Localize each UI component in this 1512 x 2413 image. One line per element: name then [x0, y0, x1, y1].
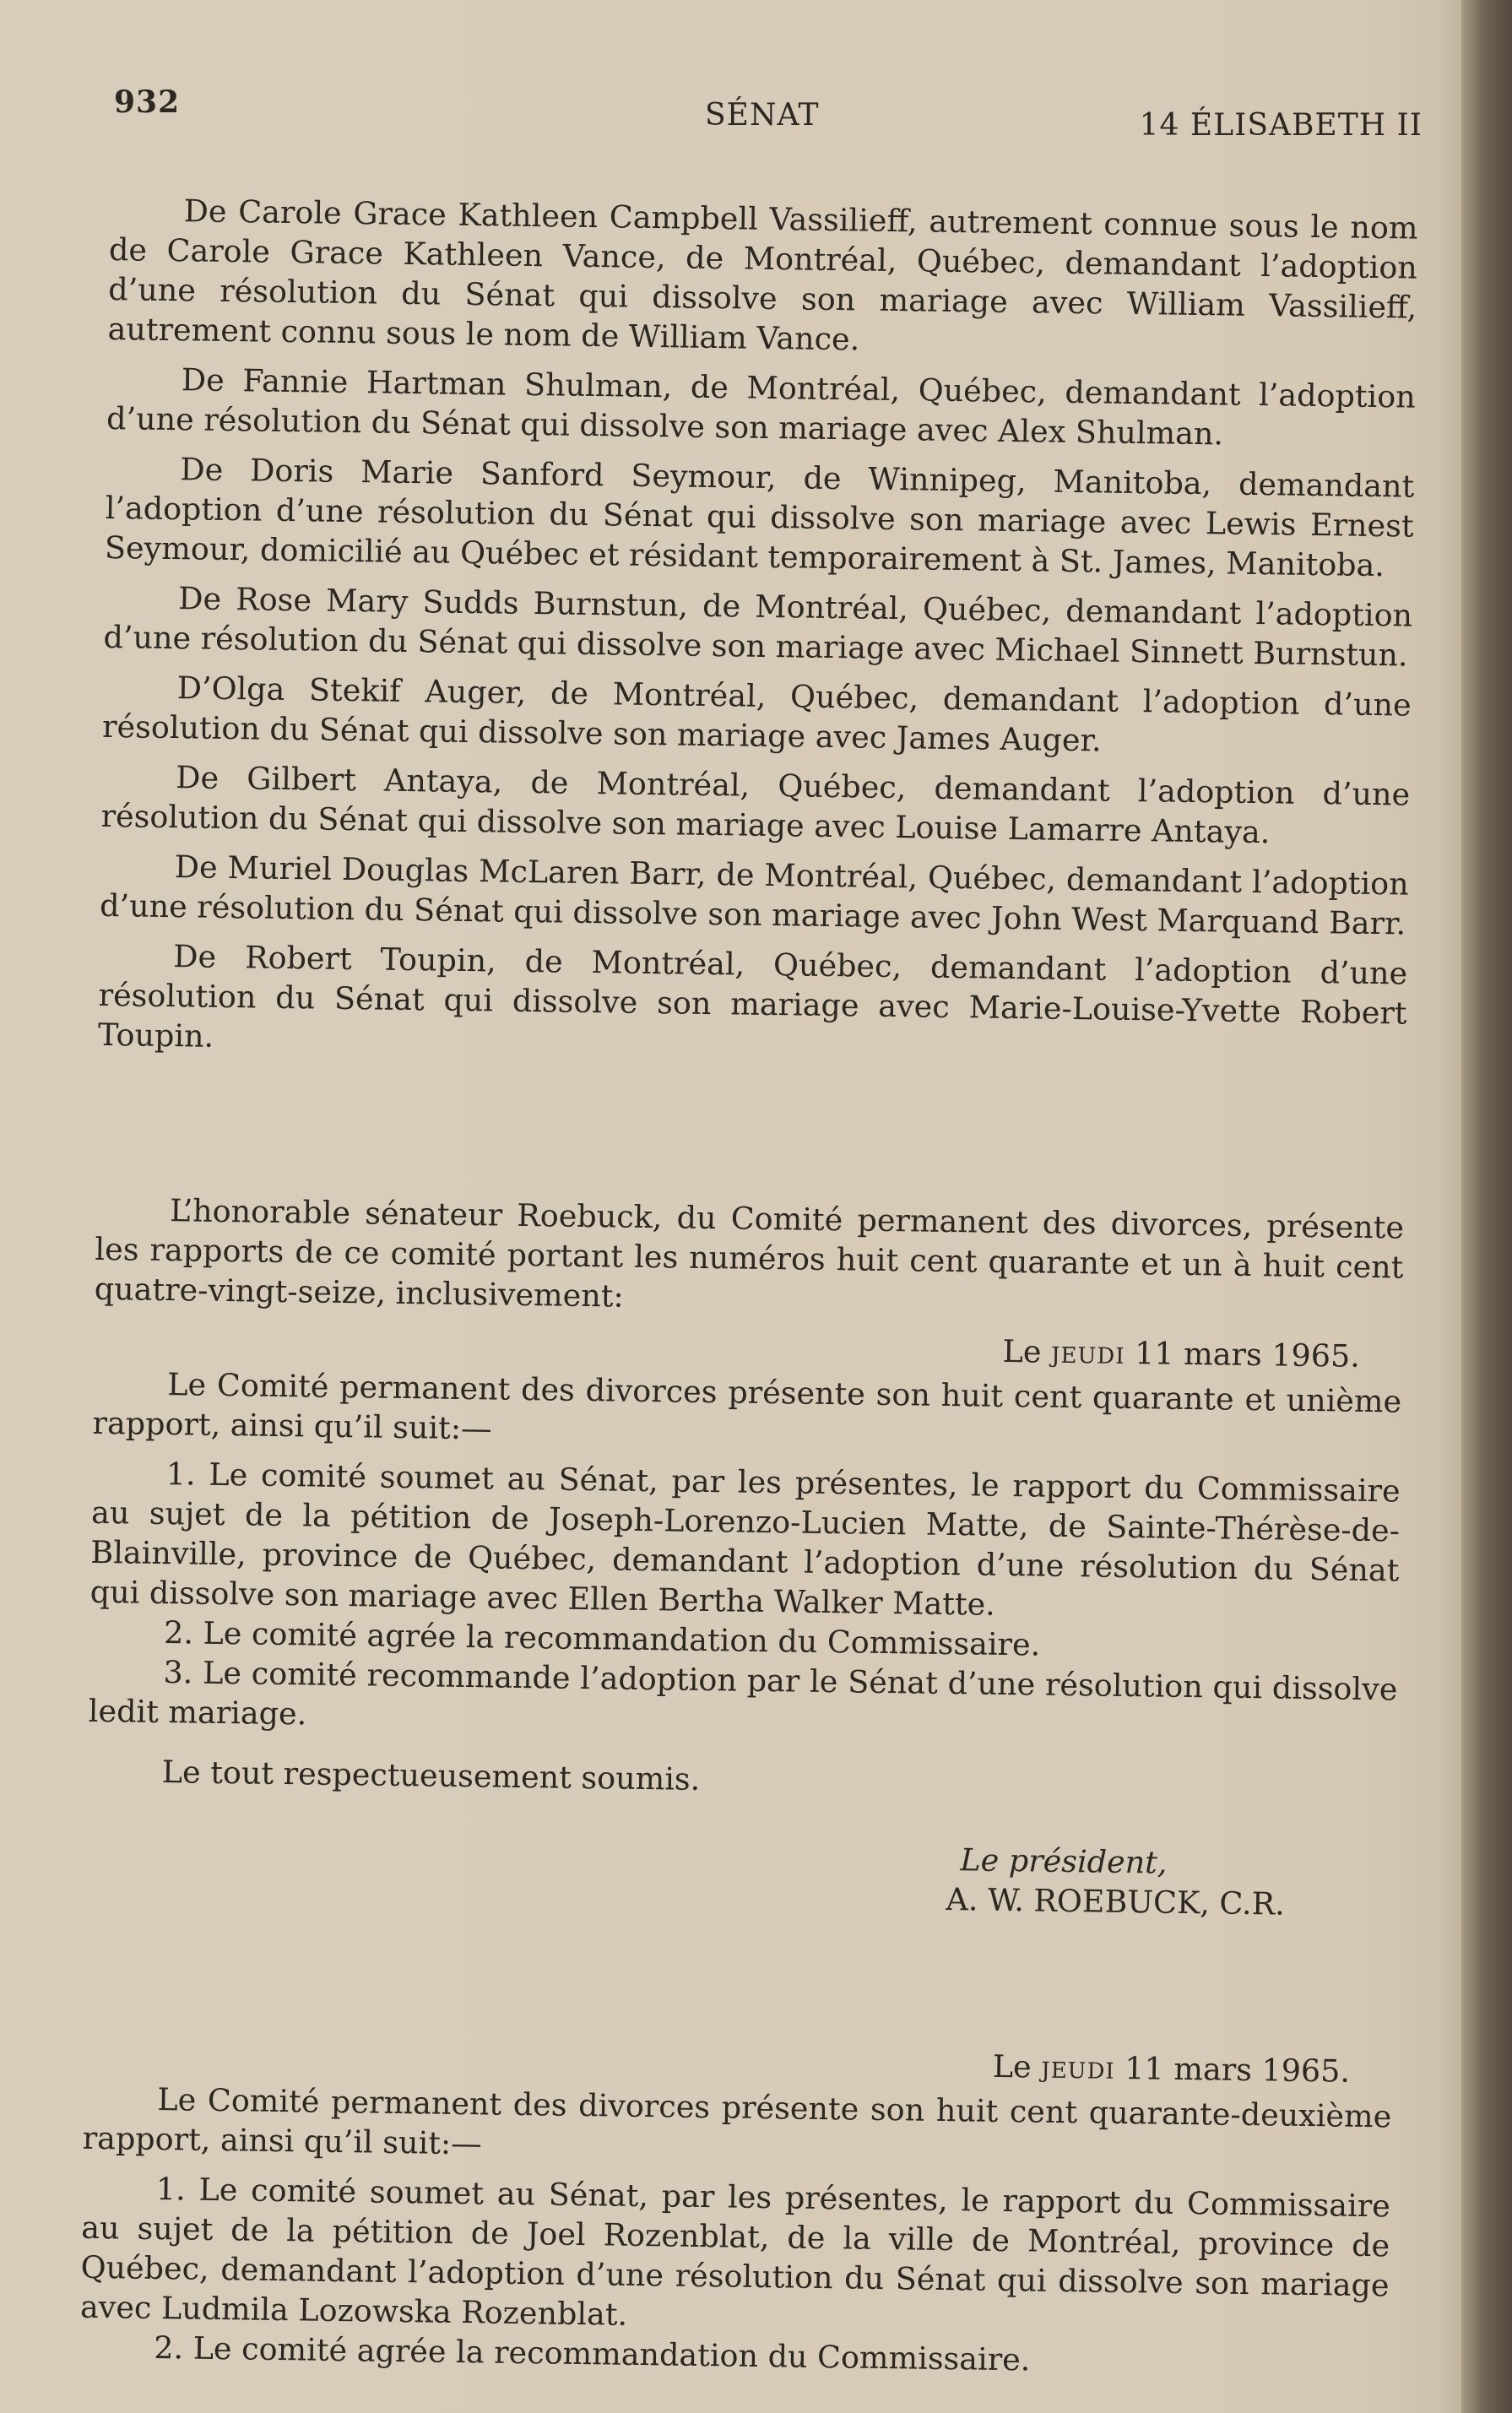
page-body [79, 190, 1418, 2384]
report1-item: 2. Le comité agrée la recommandation du Commissaire. [163, 1614, 1041, 1663]
date-prefix: Le [992, 2047, 1032, 2085]
signer-name: A. W. ROEBUCK, C.R. [946, 1881, 1286, 1922]
report1-signature [86, 1828, 1395, 1926]
report1-closing: Le tout respectueusement soumis. [161, 1754, 701, 1798]
petition-paragraph: De Fannie Hartman Shulman, de Montréal, Québec, demandant l’adoption d’une résolution du Sénat qui dissolve son mariage avec Alex Shulman. [106, 361, 1417, 453]
petition-paragraph: De Rose Mary Sudds Burnstun, de Montréal, Québec, demandant l’adoption d’une résolution du Sénat qui dissolve son mariage avec Michael Sinnett Burnstun. [103, 580, 1413, 674]
date-rest: 11 mars 1965. [1134, 1335, 1361, 1375]
page-header [114, 74, 1423, 142]
petition-paragraph: De Gilbert Antaya, de Montréal, Québec, demandant l’adoption d’une résolution du Sénat qui dissolve son mariage avec Louise Lamarre Antaya. [100, 759, 1411, 851]
date-rest: 11 mars 1965. [1125, 2050, 1351, 2090]
regnal-year: 14 ÉLISABETH II [1139, 108, 1423, 143]
report2-item: 1. Le comité soumet au Sénat, par les présentes, le rapport du Commissaire au sujet de la pétition de Joel Rozenblat, de la ville de Montréal, province de Québec, demandant l’adoption d’une résolution du Sénat qui dissolve son mariage avec Ludmila Lozowska Rozenblat. [79, 2171, 1391, 2333]
presentation-paragraph: L’honorable sénateur Roebuck, du Comité permanent des divorces, présente les rapports de ce comité portant les numéros huit cent quarante et un à huit cent quatre-vingt-seize, inclusivement: [94, 1192, 1405, 1315]
running-title: SÉNAT [705, 98, 820, 133]
report2-item: 2. Le comité agrée la recommandation du Commissaire. [154, 2329, 1031, 2378]
report2-intro: Le Comité permanent des divorces présente son huit cent quarante-deuxième rapport, ainsi qu’il suit:— [82, 2081, 1392, 2162]
petition-paragraph: De Robert Toupin, de Montréal, Québec, demandant l’adoption d’une résolution du Sénat qui dissolve son mariage avec Marie-Louise-Yvette Robert Toupin. [97, 938, 1408, 1055]
report1-intro: Le Comité permanent des divorces présente son huit cent quarante et unième rapport, ainsi qu’il suit:— [92, 1366, 1402, 1447]
date-day: jeudi [1050, 1333, 1125, 1371]
date-day: jeudi [1041, 2048, 1116, 2086]
report1-item: 3. Le comité recommande l’adoption par le Sénat d’une résolution qui dissolve ledit mariage. [88, 1654, 1398, 1732]
signer-role: Le président, [960, 1841, 1168, 1881]
page-number: 932 [114, 84, 181, 120]
date-prefix: Le [1002, 1332, 1042, 1370]
petition-paragraph: De Muriel Douglas McLaren Barr, de Montréal, Québec, demandant l’adoption d’une résolution du Sénat qui dissolve son mariage avec John West Marquand Barr. [99, 849, 1409, 942]
book-gutter-shadow [1461, 0, 1512, 2413]
report1-item: 1. Le comité soumet au Sénat, par les présentes, le rapport du Commissaire au sujet de la pétition de Joseph-Lorenzo-Lucien Matte, de Sainte-Thérèse-de-Blainville, province de Québec, demandant l’adoption d’une résolution du Sénat qui dissolve son mariage avec Ellen Bertha Walker Matte. [89, 1456, 1401, 1623]
petition-paragraph: De Carole Grace Kathleen Campbell Vassilieff, autrement connue sous le nom de Carole Grace Kathleen Vance, de Montréal, Québec, demandant l’adoption d’une résolution du Sénat qui dissolve son mariage avec William Vassilieff, autrement connu sous le nom de William Vance. [107, 192, 1418, 358]
petition-paragraph: De Doris Marie Sanford Seymour, de Winnipeg, Manitoba, demandant l’adoption d’une résolution du Sénat qui dissolve son mariage avec Lewis Ernest Seymour, domicilié au Québec et résidant temporairement à St. James, Manitoba. [104, 451, 1415, 584]
petition-paragraph: D’Olga Stekif Auger, de Montréal, Québec, demandant l’adoption d’une résolution du Sénat qui dissolve son mariage avec James Auger. [101, 670, 1412, 759]
